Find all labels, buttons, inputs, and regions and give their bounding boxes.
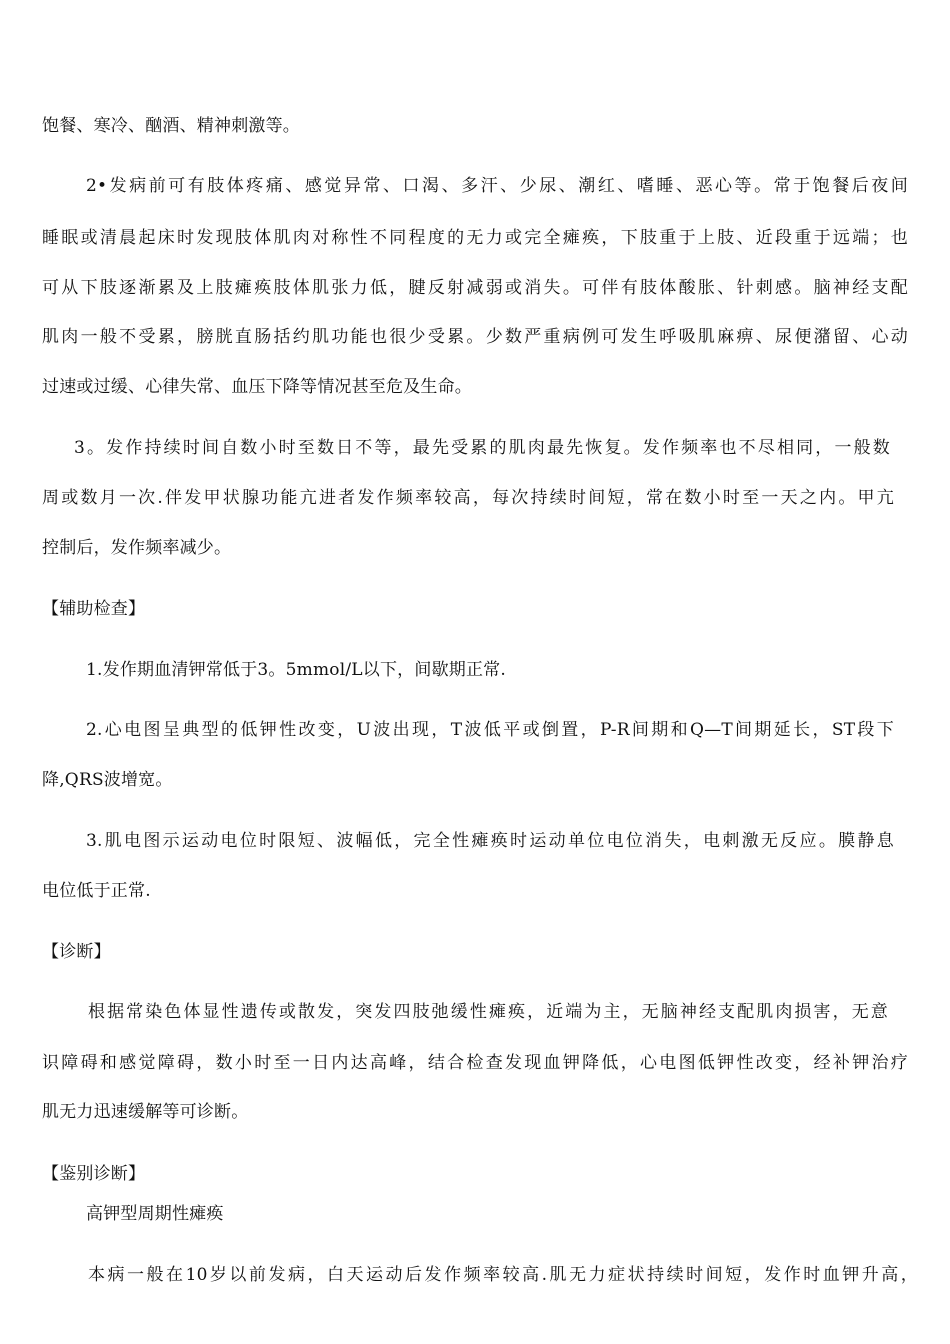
paragraph-line: 2•发病前可有肢体疼痛、感觉异常、口渴、多汗、少尿、潮红、嗜睡、恶心等。常于饱餐后夜间 (86, 176, 908, 196)
list-item: 2.心电图呈典型的低钾性改变，U波出现，T波低平或倒置，P-R间期和Q—T间期延长，ST段下 (86, 720, 894, 740)
paragraph-line: 降,QRS波增宽。 (42, 770, 173, 790)
paragraph-line: 肌无力迅速缓解等可诊断。 (42, 1102, 249, 1122)
paragraph-line: 3。发作持续时间自数小时至数日不等，最先受累的肌肉最先恢复。发作频率也不尽相同，一般数 (74, 438, 890, 458)
paragraph-line: 本病一般在10岁以前发病，白天运动后发作频率较高.肌无力症状持续时间短，发作时血钾升高， (88, 1265, 918, 1285)
subheading: 高钾型周期性瘫痪 (86, 1204, 224, 1224)
paragraph-line: 周或数月一次.伴发甲状腺功能亢进者发作频率较高，每次持续时间短，常在数小时至一天之内。甲亢 (42, 488, 894, 508)
paragraph-line: 电位低于正常. (42, 881, 151, 901)
paragraph-line: 根据常染色体显性遗传或散发，突发四肢弛缓性瘫痪，近端为主，无脑神经支配肌肉损害，无意 (88, 1002, 888, 1022)
paragraph-line: 过速或过缓、心律失常、血压下降等情况甚至危及生命。 (42, 377, 472, 397)
paragraph-line: 识障碍和感觉障碍，数小时至一日内达高峰，结合检查发现血钾降低，心电图低钾性改变，经补钾治疗 (42, 1053, 908, 1073)
section-heading-differential-diagnosis: 【鉴别诊断】 (42, 1164, 146, 1184)
paragraph-line: 控制后，发作频率减少。 (42, 538, 232, 558)
paragraph-line: 饱餐、寒冷、酗酒、精神刺激等。 (42, 116, 300, 136)
section-heading-auxiliary-exam: 【辅助检查】 (42, 599, 146, 619)
list-item: 1.发作期血清钾常低于3。5mmol/L以下，间歇期正常. (86, 660, 506, 680)
paragraph-line: 肌肉一般不受累，膀胱直肠括约肌功能也很少受累。少数严重病例可发生呼吸肌麻痹、尿便潴留、心动 (42, 327, 908, 347)
paragraph-line: 睡眠或清晨起床时发现肢体肌肉对称性不同程度的无力或完全瘫痪，下肢重于上肢、近段重于远端；也 (42, 228, 908, 248)
paragraph-line: 可从下肢逐渐累及上肢瘫痪肢体肌张力低，腱反射减弱或消失。可伴有肢体酸胀、针刺感。脑神经支配 (42, 278, 908, 298)
section-heading-diagnosis: 【诊断】 (42, 942, 111, 962)
list-item: 3.肌电图示运动电位时限短、波幅低，完全性瘫痪时运动单位电位消失，电刺激无反应。膜静息 (86, 831, 894, 851)
